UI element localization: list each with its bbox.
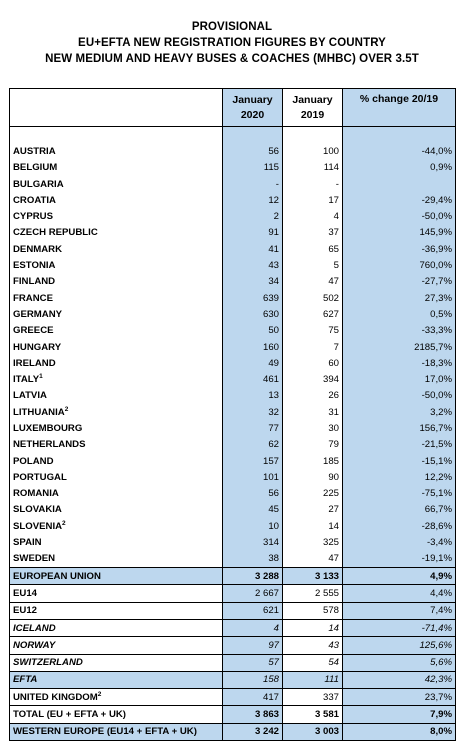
row-label-text: CROATIA xyxy=(13,194,56,206)
row-label-text: SWEDEN xyxy=(13,553,56,565)
value-2020: 621 xyxy=(223,602,283,619)
value-2020: - xyxy=(223,176,283,192)
row-label xyxy=(10,689,223,706)
value-2020: 12 xyxy=(223,192,283,208)
country-row xyxy=(10,241,456,257)
row-label xyxy=(10,388,223,404)
row-label-text: LATVIA xyxy=(13,390,47,402)
row-label xyxy=(10,355,223,371)
row-label-text: FINLAND xyxy=(13,276,56,288)
value-2019: 30 xyxy=(283,420,343,436)
country-row xyxy=(10,502,456,518)
pct-change: -50,0% xyxy=(343,388,456,404)
value-2019: 578 xyxy=(283,602,343,619)
header-provisional: PROVISIONAL xyxy=(191,21,273,33)
pct-change: 3,2% xyxy=(343,404,456,420)
row-label xyxy=(10,654,223,671)
pct-change: 7,4% xyxy=(343,602,456,619)
pct-change: -28,6% xyxy=(343,518,456,534)
country-row xyxy=(10,306,456,322)
pct-change: 2185,7% xyxy=(343,339,456,355)
row-label xyxy=(10,602,223,619)
value-2020: 34 xyxy=(223,274,283,290)
pct-change: 12,2% xyxy=(343,469,456,485)
row-label-text: IRELAND xyxy=(13,357,56,369)
value-2019: 337 xyxy=(283,689,343,706)
header-subtitle: NEW MEDIUM AND HEAVY BUSES & COACHES (MHBC) OVER 3.5T xyxy=(45,53,419,65)
value-2019: 111 xyxy=(283,671,343,688)
value-2020: 77 xyxy=(223,420,283,436)
value-2019: 90 xyxy=(283,469,343,485)
value-2020: 38 xyxy=(223,551,283,568)
value-2019: 54 xyxy=(283,654,343,671)
row-label-text: GREECE xyxy=(13,325,54,337)
value-2019: 502 xyxy=(283,290,343,306)
pct-change: -19,1% xyxy=(343,551,456,568)
eu12-row xyxy=(10,602,456,619)
row-label-text: WESTERN EUROPE (EU14 + EFTA + UK) xyxy=(13,726,197,738)
row-label-text: EU14 xyxy=(13,587,37,599)
row-label-text: GERMANY xyxy=(13,308,63,320)
row-label xyxy=(10,502,223,518)
row-label xyxy=(10,192,223,208)
row-label xyxy=(10,371,223,387)
pct-change: 4,4% xyxy=(343,585,456,602)
value-2020: 10 xyxy=(223,518,283,534)
pct-change: -15,1% xyxy=(343,453,456,469)
row-label xyxy=(10,208,223,224)
row-label xyxy=(10,290,223,306)
value-2020: 115 xyxy=(223,160,283,176)
value-2020: 4 xyxy=(223,619,283,636)
country-row xyxy=(10,355,456,371)
row-label xyxy=(10,306,223,322)
value-2020: 32 xyxy=(223,404,283,420)
row-label xyxy=(10,585,223,602)
row-label xyxy=(10,323,223,339)
row-label-text: BULGARIA xyxy=(13,178,64,190)
row-label-text: LITHUANIA xyxy=(13,406,65,418)
value-2020: 461 xyxy=(223,371,283,387)
footnote-marker: 2 xyxy=(62,519,66,527)
value-2020: 45 xyxy=(223,502,283,518)
value-2020: 43 xyxy=(223,257,283,273)
value-2019: 225 xyxy=(283,486,343,502)
country-row xyxy=(10,160,456,176)
value-2020: 3 288 xyxy=(223,568,283,585)
row-label xyxy=(10,469,223,485)
row-label-text: FRANCE xyxy=(13,292,53,304)
pct-change: 5,6% xyxy=(343,654,456,671)
value-2019: 47 xyxy=(283,274,343,290)
pct-change: -33,3% xyxy=(343,323,456,339)
country-row xyxy=(10,534,456,550)
row-label-text: CZECH REPUBLIC xyxy=(13,227,98,239)
value-2019: 7 xyxy=(283,339,343,355)
row-label-text: EU12 xyxy=(13,605,37,617)
pct-change: 4,9% xyxy=(343,568,456,585)
row-label-text: AUSTRIA xyxy=(13,145,56,157)
value-2019: 14 xyxy=(283,518,343,534)
country-row xyxy=(10,208,456,224)
value-2019: 3 581 xyxy=(283,706,343,723)
value-2019: 3 133 xyxy=(283,568,343,585)
pct-change: 145,9% xyxy=(343,225,456,241)
row-label-text: SLOVAKIA xyxy=(13,504,62,516)
row-label-text: HUNGARY xyxy=(13,341,62,353)
row-label-text: PORTUGAL xyxy=(13,471,67,483)
row-label-text: SLOVENIA xyxy=(13,520,63,532)
value-2019: - xyxy=(283,176,343,192)
western-europe-row xyxy=(10,723,456,740)
row-label xyxy=(10,551,223,568)
header-jan-2019: January 2019 xyxy=(283,89,343,127)
row-label-text: NETHERLANDS xyxy=(13,439,86,451)
header-title: EU+EFTA NEW REGISTRATION FIGURES BY COUNTRY xyxy=(78,37,386,49)
value-2019: 26 xyxy=(283,388,343,404)
value-2019: 31 xyxy=(283,404,343,420)
value-2019: 4 xyxy=(283,208,343,224)
country-row xyxy=(10,257,456,273)
header-pct-change: % change 20/19 xyxy=(343,89,456,127)
country-row xyxy=(10,143,456,159)
row-label-text: EFTA xyxy=(13,674,38,686)
value-2019: 627 xyxy=(283,306,343,322)
pct-change: -50,0% xyxy=(343,208,456,224)
pct-change: 156,7% xyxy=(343,420,456,436)
efta-member-row xyxy=(10,654,456,671)
country-row xyxy=(10,274,456,290)
value-2019: 14 xyxy=(283,619,343,636)
value-2020: 57 xyxy=(223,654,283,671)
row-label xyxy=(10,486,223,502)
row-label xyxy=(10,437,223,453)
row-label xyxy=(10,619,223,636)
value-2020: 41 xyxy=(223,241,283,257)
country-row xyxy=(10,518,456,534)
pct-change: -71,4% xyxy=(343,619,456,636)
report-header xyxy=(0,19,464,67)
row-label xyxy=(10,160,223,176)
row-label-text: CYPRUS xyxy=(13,211,53,223)
footnote-marker: 1 xyxy=(39,373,43,381)
value-2019: 43 xyxy=(283,637,343,654)
value-2019: 37 xyxy=(283,225,343,241)
row-label xyxy=(10,534,223,550)
pct-change: -27,7% xyxy=(343,274,456,290)
country-row xyxy=(10,225,456,241)
efta-total-row xyxy=(10,671,456,688)
country-row xyxy=(10,323,456,339)
uk-row xyxy=(10,689,456,706)
pct-change: 27,3% xyxy=(343,290,456,306)
row-label xyxy=(10,176,223,192)
row-label-text: BELGIUM xyxy=(13,162,58,174)
row-label-text: SWITZERLAND xyxy=(13,657,83,669)
value-2020: 13 xyxy=(223,388,283,404)
country-row xyxy=(10,469,456,485)
value-2019: 325 xyxy=(283,534,343,550)
value-2020: 101 xyxy=(223,469,283,485)
value-2020: 3 242 xyxy=(223,723,283,740)
efta-member-row xyxy=(10,619,456,636)
pct-change: 0,5% xyxy=(343,306,456,322)
country-row xyxy=(10,404,456,420)
pct-change: 23,7% xyxy=(343,689,456,706)
row-label xyxy=(10,420,223,436)
value-2019: 60 xyxy=(283,355,343,371)
row-label xyxy=(10,225,223,241)
pct-change: -18,3% xyxy=(343,355,456,371)
registration-table xyxy=(9,88,456,741)
value-2020: 49 xyxy=(223,355,283,371)
country-row xyxy=(10,290,456,306)
value-2019: 3 003 xyxy=(283,723,343,740)
row-label xyxy=(10,241,223,257)
value-2019: 394 xyxy=(283,371,343,387)
pct-change xyxy=(343,176,456,192)
pct-change: 760,0% xyxy=(343,257,456,273)
value-2020: 91 xyxy=(223,225,283,241)
value-2020: 56 xyxy=(223,143,283,159)
row-label xyxy=(10,257,223,273)
value-2019: 114 xyxy=(283,160,343,176)
pct-change: 0,9% xyxy=(343,160,456,176)
row-label xyxy=(10,637,223,654)
efta-member-row xyxy=(10,637,456,654)
value-2020: 97 xyxy=(223,637,283,654)
country-row xyxy=(10,486,456,502)
country-row xyxy=(10,453,456,469)
row-label xyxy=(10,706,223,723)
row-label-text: DENMARK xyxy=(13,243,63,255)
value-2019: 75 xyxy=(283,323,343,339)
row-label-text: LUXEMBOURG xyxy=(13,422,83,434)
country-row xyxy=(10,388,456,404)
table-body xyxy=(10,127,456,741)
value-2020: 50 xyxy=(223,323,283,339)
country-row xyxy=(10,371,456,387)
row-label xyxy=(10,274,223,290)
value-2019: 65 xyxy=(283,241,343,257)
row-label-text: POLAND xyxy=(13,455,54,467)
row-label xyxy=(10,143,223,159)
country-row xyxy=(10,420,456,436)
pct-change: -3,4% xyxy=(343,534,456,550)
value-2019: 79 xyxy=(283,437,343,453)
row-label-text: ESTONIA xyxy=(13,260,56,272)
row-label xyxy=(10,404,223,420)
value-2019: 5 xyxy=(283,257,343,273)
grand-total-row xyxy=(10,706,456,723)
value-2019: 185 xyxy=(283,453,343,469)
eu14-row xyxy=(10,585,456,602)
row-label xyxy=(10,339,223,355)
table-header-row xyxy=(10,89,456,127)
value-2019: 100 xyxy=(283,143,343,159)
country-row xyxy=(10,176,456,192)
row-label-text: UNITED KINGDOM xyxy=(13,691,98,703)
row-label-text: TOTAL (EU + EFTA + UK) xyxy=(13,709,126,721)
header-country-cell xyxy=(10,89,223,127)
value-2020: 3 863 xyxy=(223,706,283,723)
pct-change: 8,0% xyxy=(343,723,456,740)
pct-change: 17,0% xyxy=(343,371,456,387)
pct-change: -21,5% xyxy=(343,437,456,453)
value-2020: 314 xyxy=(223,534,283,550)
row-label xyxy=(10,453,223,469)
value-2020: 639 xyxy=(223,290,283,306)
value-2020: 2 667 xyxy=(223,585,283,602)
row-label xyxy=(10,568,223,585)
value-2019: 2 555 xyxy=(283,585,343,602)
value-2019: 27 xyxy=(283,502,343,518)
value-2020: 56 xyxy=(223,486,283,502)
header-jan-2020: January 2020 xyxy=(223,89,283,127)
country-row xyxy=(10,437,456,453)
pct-change: 42,3% xyxy=(343,671,456,688)
row-label-text: ROMANIA xyxy=(13,488,59,500)
pct-change: -44,0% xyxy=(343,143,456,159)
pct-change: 7,9% xyxy=(343,706,456,723)
value-2020: 157 xyxy=(223,453,283,469)
row-label-text: SPAIN xyxy=(13,537,42,549)
country-row xyxy=(10,551,456,568)
row-label-text: EUROPEAN UNION xyxy=(13,570,101,582)
value-2020: 158 xyxy=(223,671,283,688)
value-2020: 2 xyxy=(223,208,283,224)
pct-change: -29,4% xyxy=(343,192,456,208)
pct-change: 66,7% xyxy=(343,502,456,518)
pct-change: 125,6% xyxy=(343,637,456,654)
value-2019: 17 xyxy=(283,192,343,208)
value-2019: 47 xyxy=(283,551,343,568)
country-row xyxy=(10,339,456,355)
value-2020: 417 xyxy=(223,689,283,706)
value-2020: 160 xyxy=(223,339,283,355)
value-2020: 630 xyxy=(223,306,283,322)
row-label-text: NORWAY xyxy=(13,639,56,651)
value-2020: 62 xyxy=(223,437,283,453)
row-label-text: ICELAND xyxy=(13,622,56,634)
row-label xyxy=(10,723,223,740)
country-row xyxy=(10,192,456,208)
spacer-row xyxy=(10,127,456,144)
row-label xyxy=(10,518,223,534)
row-label xyxy=(10,671,223,688)
pct-change: -36,9% xyxy=(343,241,456,257)
footnote-marker: 2 xyxy=(97,690,102,698)
row-label-text: ITALY xyxy=(13,374,40,386)
eu-total-row xyxy=(10,568,456,585)
pct-change: -75,1% xyxy=(343,486,456,502)
footnote-marker: 2 xyxy=(64,405,69,413)
